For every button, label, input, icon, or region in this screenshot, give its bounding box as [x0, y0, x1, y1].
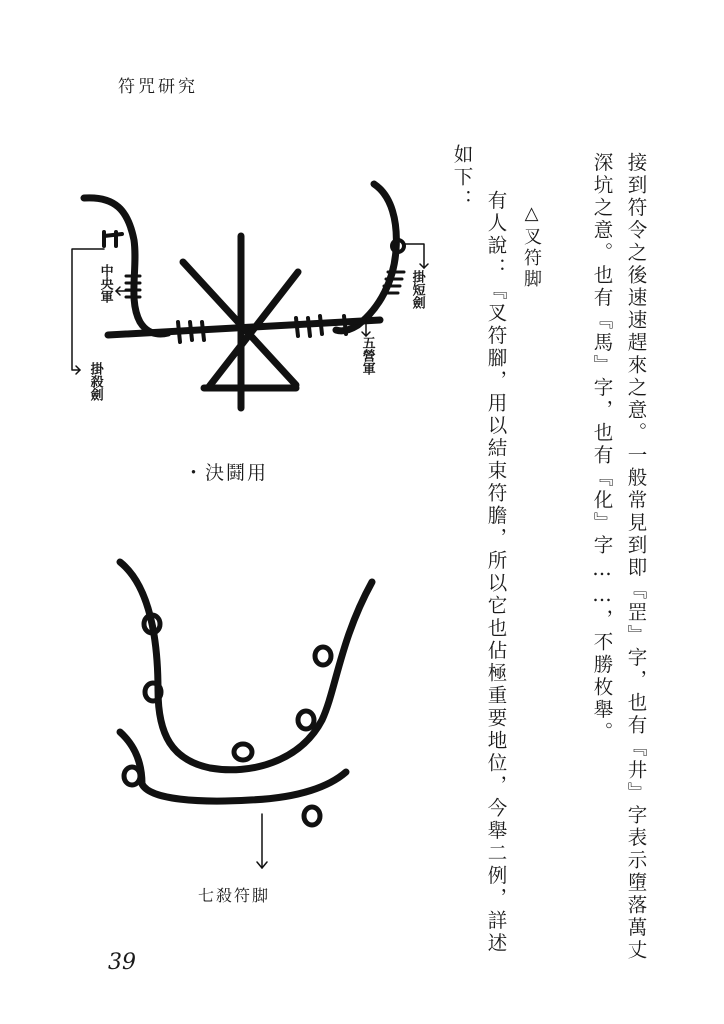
figure-1-caption: ・決鬪用: [184, 462, 269, 484]
label-guaduanjian: 掛短劍: [409, 270, 425, 309]
label-guashajian: 掛殺劍: [87, 362, 103, 401]
fig2-upper-curve: [120, 562, 372, 770]
figure-2-caption: 七殺符脚: [198, 886, 271, 905]
running-title: 符咒研究: [118, 77, 198, 97]
section-heading: △叉符脚: [521, 203, 542, 290]
body-column-1: 接到符令之後速速趕來之意。一般常見到即『罡』字，也有『井』字表示墮落萬丈: [624, 152, 648, 962]
page-number: 39: [108, 950, 136, 975]
label-wuyingjun: 五營軍: [359, 336, 375, 375]
label-zhongyangjun: 中央軍: [97, 264, 113, 303]
body-column-5: 如下：: [450, 144, 474, 212]
body-column-4: 有人說：『叉符腳，用以結束符膽，所以它也佔極重要地位，今舉二例，詳述: [484, 190, 508, 955]
body-column-2: 深坑之意。也有『馬』字，也有『化』字……，不勝枚舉。: [590, 152, 614, 744]
